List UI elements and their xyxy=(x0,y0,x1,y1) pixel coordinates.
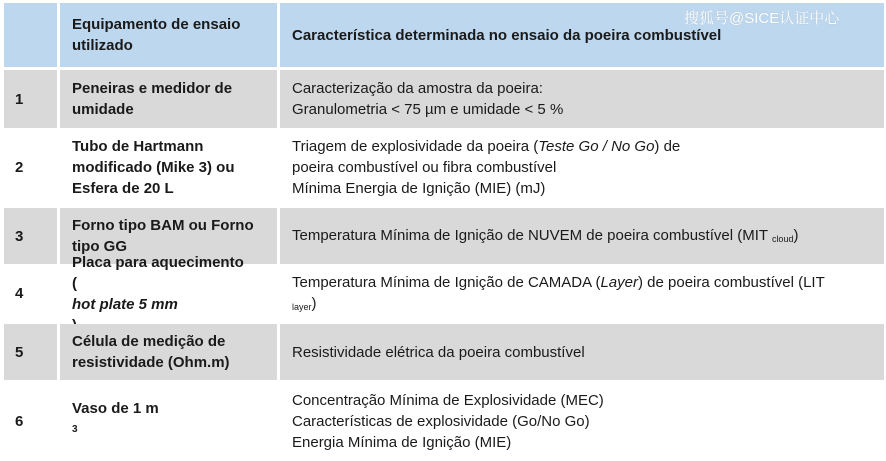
row-number: 4 xyxy=(4,266,57,321)
row-number: 6 xyxy=(4,382,57,460)
equipment-cell: Célula de medição de resistividade (Ohm.m) xyxy=(60,324,277,380)
header-num-cell xyxy=(4,3,57,67)
characteristic-cell: Temperatura Mínima de Ignição de CAMADA (Layer) de poeira combustível (LIT $_{layer}$) xyxy=(280,266,884,321)
characteristic-cell: Caracterização da amostra da poeira: Granulometria < 75 µm e umidade < 5 % xyxy=(280,70,884,128)
row-number: 3 xyxy=(4,208,57,264)
table-row xyxy=(4,382,884,460)
header-equipment xyxy=(60,3,277,67)
characteristic-cell: Triagem de explosividade da poeira (Teste Go / No Go) de poeira combustível ou fibra combustível Mínima Energia de Ignição (MIE) (mJ) xyxy=(280,130,884,205)
table-row xyxy=(4,253,884,321)
equipment-cell: Vaso de 1 m $^3$ xyxy=(60,382,277,460)
table-row xyxy=(4,70,884,128)
equipment-cell: Peneiras e medidor de umidade xyxy=(60,70,277,128)
watermark-text: 搜狐号@SICE认证中心 xyxy=(684,10,840,27)
table-row xyxy=(4,324,884,380)
equipment-cell: Forno tipo BAM ou Forno tipo GG xyxy=(60,208,277,264)
row-number: 2 xyxy=(4,130,57,205)
characteristic-cell: Temperatura Mínima de Ignição de NUVEM de poeira combustível (MIT $_{cloud}$) xyxy=(280,208,884,264)
characteristic-cell: Resistividade elétrica da poeira combustível xyxy=(280,324,884,380)
equipment-cell: Placa para aquecimento ( hot plate 5 mm xyxy=(60,266,277,321)
header-equipment-label: Equipamento de ensaio utilizado xyxy=(72,16,241,54)
row-number: 5 xyxy=(4,324,57,380)
row-number: 1 xyxy=(4,70,57,128)
equipment-cell: Tubo de Hartmann modificado (Mike 3) ou Esfera de 20 L xyxy=(60,130,277,205)
header-characteristic-label: Característica determinada no ensaio da poeira combustível xyxy=(292,26,722,44)
table-row xyxy=(4,130,884,205)
characteristic-cell: Concentração Mínima de Explosividade (MEC) Características de explosividade (Go/No Go) Energia Mínima de Ignição (MIE) xyxy=(280,382,884,460)
